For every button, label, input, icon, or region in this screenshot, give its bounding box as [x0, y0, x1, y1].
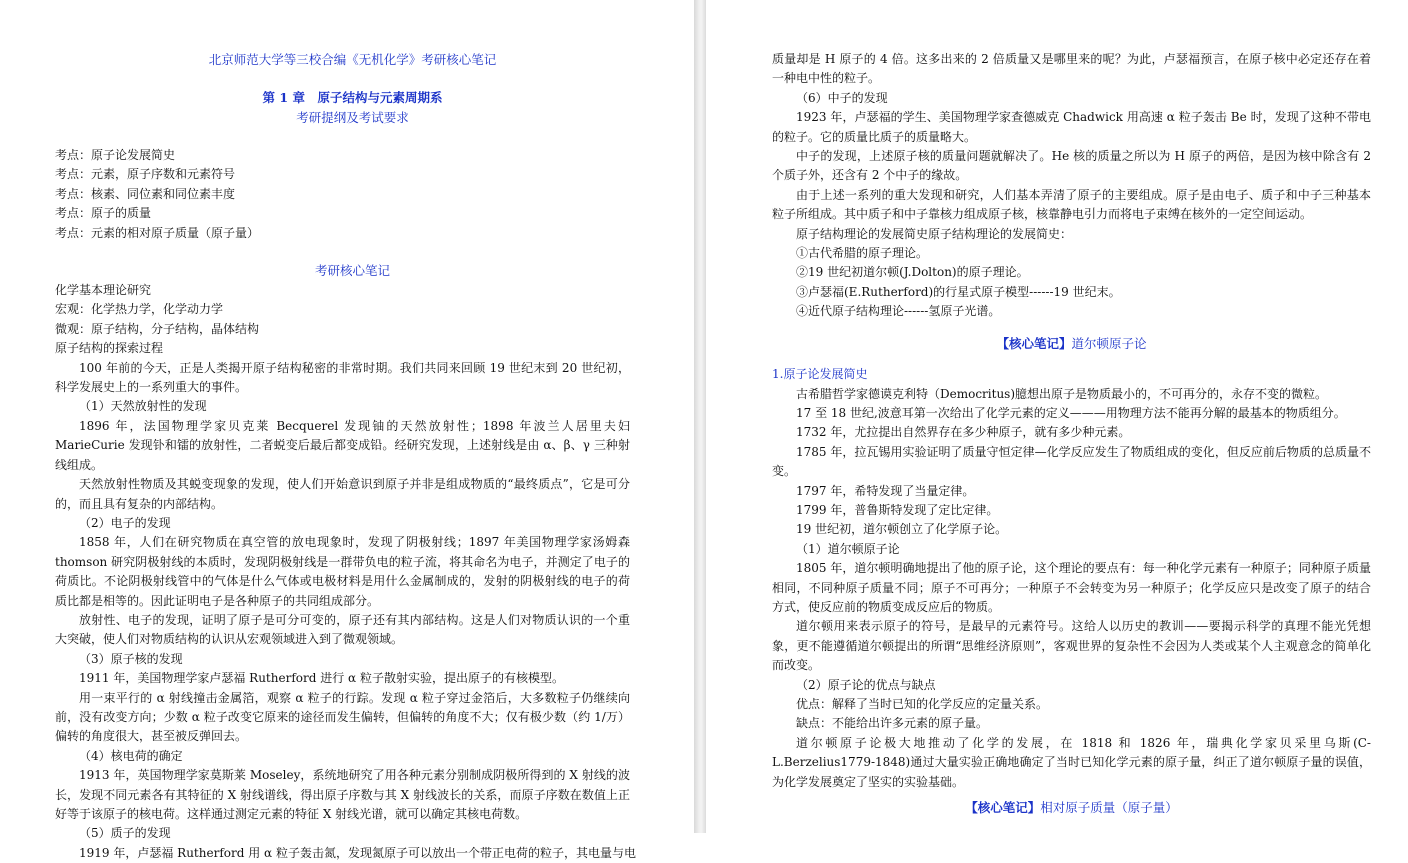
subheading: （3）原子核的发现	[79, 651, 183, 666]
timeline-item: 1785 年，拉瓦锡用实验证明了质量守恒定律—化学反应发生了物质组成的变化，但反应前后物质的总质量不变。	[772, 444, 1371, 479]
document-title: 北京师范大学等三校合编《无机化学》考研核心笔记	[208, 52, 497, 67]
left-page	[0, 0, 694, 860]
paragraph: 中子的发现，上述原子核的质量问题就解决了。He 核的质量之所以为 H 原子的两倍，是因为核中除含有 2 个质子外，还含有 2 个中子的缘故。	[772, 149, 1371, 183]
timeline-item: 1797 年，希特发现了当量定律。	[796, 483, 975, 498]
exam-point: 考点：元素的相对原子质量（原子量）	[55, 225, 260, 240]
core-note-bracket: 【核心笔记】	[965, 800, 1041, 816]
paragraph: 天然放射性物质及其蜕变现象的发现，使人们开始意识到原子并非是组成物质的“最终质点”，它是可分的，而且具有复杂的内部结构。	[55, 477, 630, 511]
timeline-item: 17 至 18 世纪,波意耳第一次给出了化学元素的定义———用物理方法不能再分解的最基本的物质组分。	[796, 405, 1346, 420]
paragraph: 用一束平行的 α 射线撞击金属箔，观察 α 粒子的行踪。发现 α 粒子穿过金箔后，大多数粒子仍继续向前，没有改变方向；少数 α 粒子改变它原来的途径而发生偏转，但偏转的角度不大；仅有极少数（约 1/万）偏转的角度很大，甚至被反弹回去。	[55, 690, 630, 744]
paragraph: 由于上述一系列的重大发现和研究，人们基本弄清了原子的主要组成。原子是由电子、质子和中子三种基本粒子所组成。其中质子和中子靠核力组成原子核，核靠静电引力而将电子束缚在核外的一定空间运动。	[772, 187, 1371, 222]
pros-line: 优点：解释了当时已知的化学反应的定量关系。	[796, 697, 1049, 711]
subheading: （5）质子的发现	[79, 826, 171, 841]
right-page-content	[772, 50, 1371, 817]
paragraph: 1919 年，卢瑟福 Rutherford 用 α 粒子轰击氮，发现氮原子可以放出一个带正电荷的粒子，其电量与电	[79, 845, 636, 860]
timeline-item: 1799 年，普鲁斯特发现了定比定律。	[796, 502, 999, 517]
timeline-item: 古希腊哲学家德谟克利特（Democritus)臆想出原子是物质最小的，不可再分的，永存不变的微粒。	[796, 386, 1328, 401]
paragraph: 道尔顿原子论极大地推动了化学的发展，在 1818 和 1826 年，瑞典化学家贝采里乌斯(C-L.Berzelius1779-1848)通过大量实验正确地确定了当时已知化学元素的原子量，纠正了道尔顿原子量的误值，为化学发展奠定了坚实的实验基础。	[772, 735, 1371, 789]
intro-line: 微观：原子结构，分子结构，晶体结构	[55, 321, 260, 336]
subheading: （1）道尔顿原子论	[796, 541, 900, 556]
subheading: （4）核电荷的确定	[79, 748, 183, 763]
paragraph: 1913 年，英国物理学家莫斯莱 Moseley，系统地研究了用各种元素分别制成阴极所得到的 X 射线的波长，发现不同元素各有其特征的 X 射线谱线，得出原子序数与其 X 射线波长的关系，而原子序数在数值上正好等于该原子的核电荷。这样通过测定元素的特征 X 射线光谱，就可以确定其核电荷数。	[55, 768, 630, 821]
history-item: ②19 世纪初道尔顿(J.Dolton)的原子理论。	[796, 265, 1029, 280]
paragraph: 放射性、电子的发现，证明了原子是可分可变的，原子还有其内部结构。这是人们对物质认识的一个重大突破，使人们对物质结构的认识从宏观领域进入到了微观领域。	[55, 612, 630, 647]
core-note-text: 相对原子质量（原子量）	[1040, 800, 1178, 816]
section-heading-text: 1.原子论发展简史	[772, 367, 868, 382]
exam-point: 考点：核素、同位素和同位素丰度	[55, 186, 236, 201]
subheading: （1）天然放射性的发现	[79, 399, 207, 414]
subheading: （6）中子的发现	[796, 90, 888, 105]
left-page-content	[55, 50, 636, 863]
core-note-bracket: 【核心笔记】	[996, 335, 1072, 351]
subheading: （2）原子论的优点与缺点	[796, 677, 936, 692]
paragraph: 1911 年，美国物理学家卢瑟福 Rutherford 进行 α 粒子散射实验，提出原子的有核模型。	[79, 671, 564, 686]
core-note-heading	[772, 798, 1371, 817]
timeline-item: 1732 年，尤拉提出自然界存在多少种原子，就有多少种元素。	[796, 425, 1131, 440]
subheading: （2）电子的发现	[79, 515, 171, 530]
history-item: ④近代原子结构理论------氢原子光谱。	[796, 304, 1001, 319]
chapter-title: 第 1 章 原子结构与元素周期系	[262, 90, 443, 105]
paragraph: 1858 年，人们在研究物质在真空管的放电现象时，发现了阴极射线；1897 年美国物理学家汤姆森 thomson 研究阴极射线的本质时，发现阴极射线是一群带负电的粒子流，将其命名为电子，并测定了电子的荷质比。不论阴极射线管中的气体是什么气体或电极材料是用什么金属制成的，发射的阴极射线的电子的荷质比都是相等的。因此证明电子是各种原子的共同组成部分。	[55, 535, 630, 608]
exam-point: 考点：原子的质量	[55, 206, 152, 221]
core-note-text: 道尔顿原子论	[1071, 335, 1147, 351]
intro-line: 宏观：化学热力学，化学动力学	[55, 302, 224, 317]
paragraph: 道尔顿用来表示原子的符号，是最早的元素符号。这给人以历史的教训——要揭示科学的真理不能光凭想象，更不能遵循道尔顿提出的所谓“思维经济原则”，客观世界的复杂性不会因为人类或某个人主观意念的简单化而改变。	[772, 619, 1371, 673]
intro-line: 化学基本理论研究	[55, 283, 152, 298]
intro-line: 原子结构的探索过程	[55, 341, 164, 356]
exam-point: 考点：元素，原子序数和元素符号	[55, 167, 236, 182]
cons-line: 缺点：不能给出许多元素的原子量。	[796, 716, 989, 731]
core-note-heading	[772, 334, 1371, 353]
page-gutter	[694, 0, 706, 833]
paragraph: 100 年前的今天，正是人类揭开原子结构秘密的非常时期。我们共同来回顾 19 世纪末到 20 世纪初，科学发展史上的一系列重大的事件。	[55, 360, 630, 395]
section-title: 考研提纲及考试要求	[296, 110, 409, 125]
exam-point: 考点：原子论发展简史	[55, 148, 176, 162]
exam-points-list	[55, 146, 630, 243]
section-heading	[772, 365, 1371, 384]
timeline-item: 19 世纪初，道尔顿创立了化学原子论。	[796, 522, 1008, 537]
paragraph: 质量却是 H 原子的 4 倍。这多出来的 2 倍质量又是哪里来的呢？为此，卢瑟福预言，在原子核中必定还存在着一种电中性的粒子。	[772, 52, 1371, 86]
right-page	[706, 0, 1408, 833]
history-item: ①古代希腊的原子理论。	[796, 246, 929, 261]
paragraph: 1805 年，道尔顿明确地提出了他的原子论，这个理论的要点有：每一种化学元素有一种原子；同种原子质量相同，不同种原子质量不同；原子不可再分；一种原子不会转变为另一种原子；化学反应只是改变了原子的结合方式，使反应前的物质变成反应后的物质。	[772, 561, 1371, 614]
history-title: 原子结构理论的发展简史原子结构理论的发展简史：	[796, 226, 1073, 241]
notes-title: 考研核心笔记	[314, 263, 390, 279]
paragraph: 1896 年，法国物理学家贝克莱 Becquerel 发现铀的天然放射性；1898 年波兰人居里夫妇 MarieCurie 发现钋和镭的放射性，二者蜕变后最后都变成铅。经研究发现，上述射线是由 α、β、γ 三种射线组成。	[55, 418, 630, 472]
paragraph: 1923 年，卢瑟福的学生、美国物理学家查德威克 Chadwick 用高速 α 粒子轰击 Be 时，发现了这种不带电的粒子。它的质量比质子的质量略大。	[772, 110, 1371, 144]
history-item: ③卢瑟福(E.Rutherford)的行星式原子模型------19 世纪末。	[796, 284, 1121, 299]
